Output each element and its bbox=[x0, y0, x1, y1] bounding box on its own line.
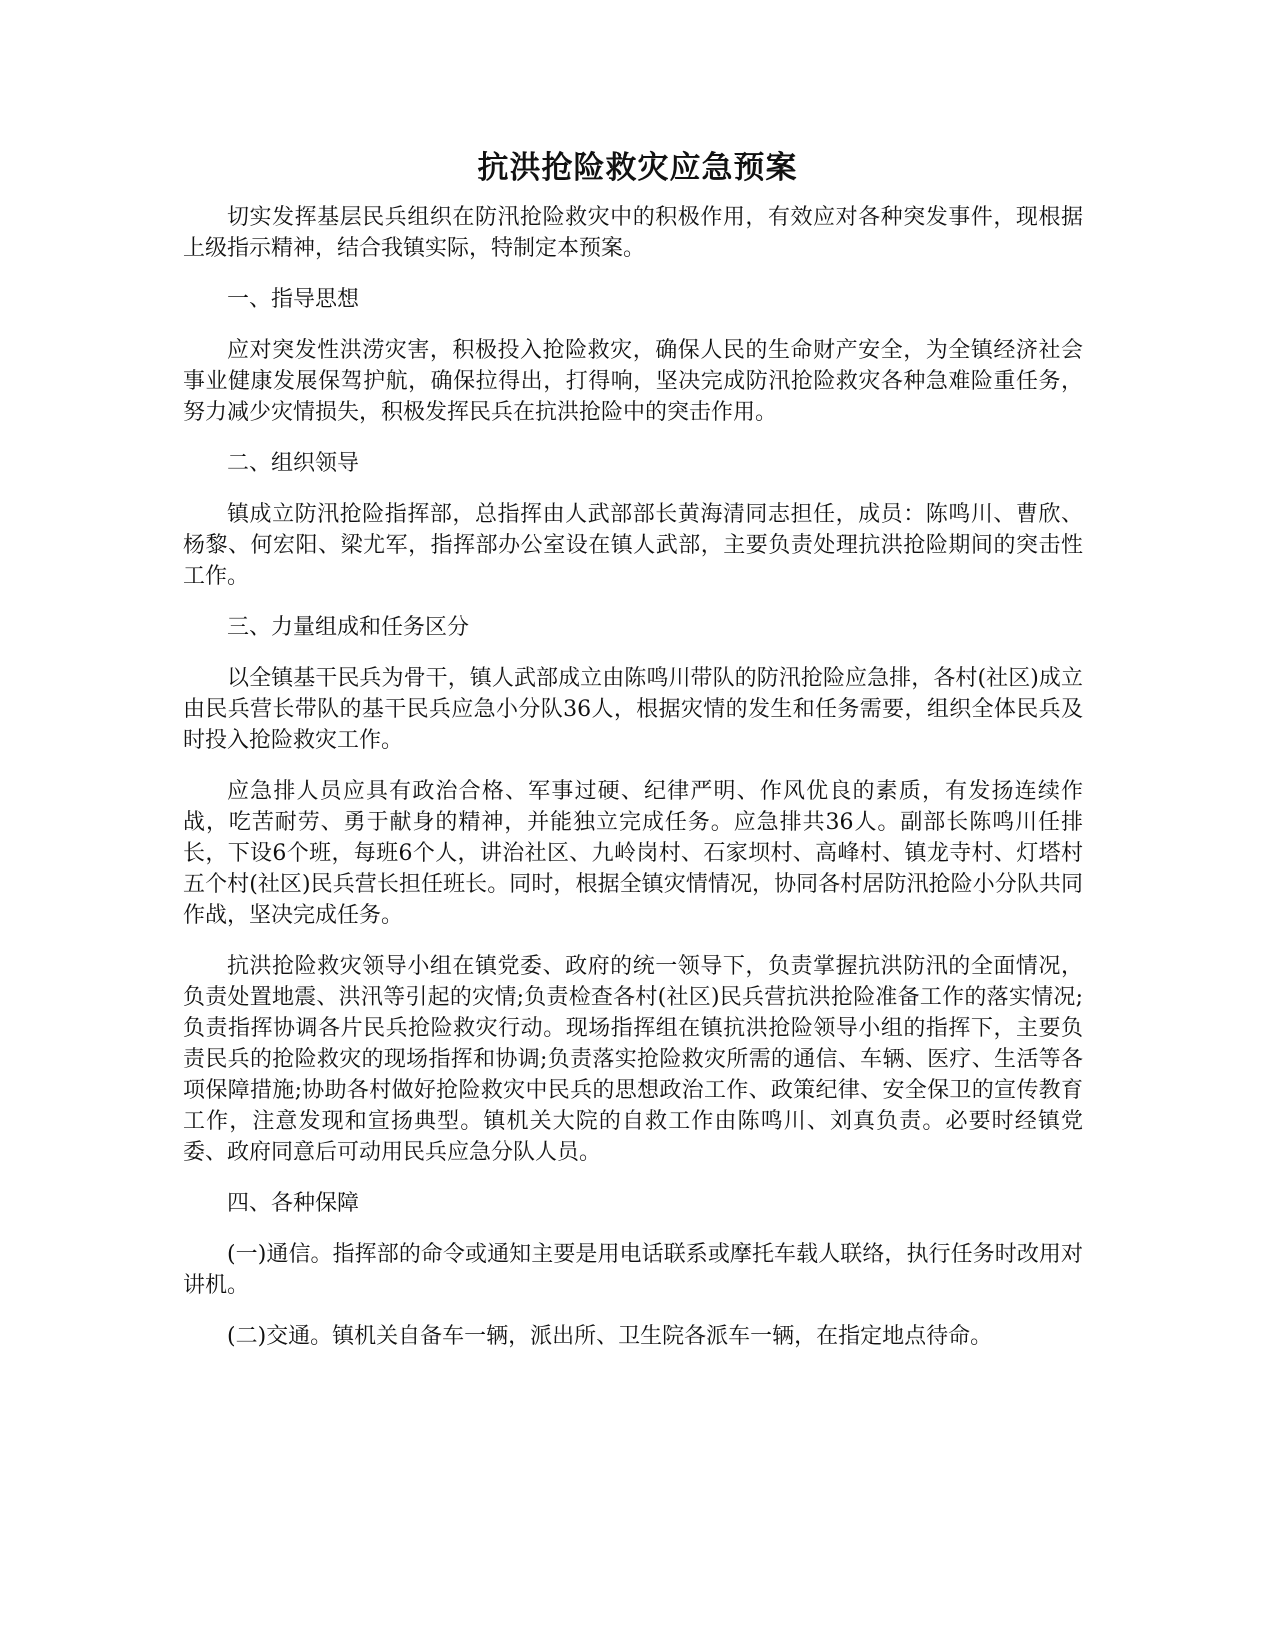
forces-paragraph-3: 抗洪抢险救灾领导小组在镇党委、政府的统一领导下，负责掌握抗洪防汛的全面情况，负责处置地震、洪汛等引起的灾情;负责检查各村(社区)民兵营抗洪抢险准备工作的落实情况;负责指挥协调各片民兵抢险救灾行动。现场指挥组在镇抗洪抢险领导小组的指挥下，主要负责民兵的抢险救灾的现场指挥和协调;负责落实抢险救灾所需的通信、车辆、医疗、生活等各项保障措施;协助各村做好抢险救灾中民兵的思想政治工作、政策纪律、安全保卫的宣传教育工作，注意发现和宣扬典型。镇机关大院的自救工作由陈鸣川、刘真负责。必要时经镇党委、政府同意后可动用民兵应急分队人员。 bbox=[183, 954, 1083, 1165]
forces-paragraph-1: 以全镇基干民兵为骨干，镇人武部成立由陈鸣川带队的防汛抢险应急排，各村(社区)成立由民兵营长带队的基干民兵应急小分队36人，根据灾情的发生和任务需要，组织全体民兵及时投入抢险救灾工作。 bbox=[183, 666, 1083, 753]
intro-paragraph: 切实发挥基层民兵组织在防汛抢险救灾中的积极作用，有效应对各种突发事件，现根据上级指示精神，结合我镇实际，特制定本预案。 bbox=[183, 205, 1083, 261]
forces-paragraph-2: 应急排人员应具有政治合格、军事过硬、纪律严明、作风优良的素质，有发扬连续作战，吃苦耐劳、勇于献身的精神，并能独立完成任务。应急排共36人。副部长陈鸣川任排长，下设6个班，每班6个人，讲治社区、九岭岗村、石家坝村、高峰村、镇龙寺村、灯塔村五个村(社区)民兵营长担任班长。同时，根据全镇灾情情况，协同各村居防汛抢险小分队共同作战，坚决完成任务。 bbox=[183, 779, 1083, 928]
section-heading-organization: 二、组织领导 bbox=[227, 451, 360, 476]
document-body bbox=[183, 202, 1083, 1372]
organization-paragraph: 镇成立防汛抢险指挥部，总指挥由人武部部长黄海清同志担任，成员：陈鸣川、曹欣、杨黎、何宏阳、梁尤军，指挥部办公室设在镇人武部，主要负责处理抗洪抢险期间的突击性工作。 bbox=[183, 502, 1083, 589]
support-communication-paragraph: (一)通信。指挥部的命令或通知主要是用电话联系或摩托车载人联络，执行任务时改用对讲机。 bbox=[183, 1242, 1083, 1298]
guiding-ideology-paragraph: 应对突发性洪涝灾害，积极投入抢险救灾，确保人民的生命财产安全，为全镇经济社会事业健康发展保驾护航，确保拉得出，打得响，坚决完成防汛抢险救灾各种急难险重任务，努力减少灾情损失，积极发挥民兵在抗洪抢险中的突击作用。 bbox=[183, 338, 1083, 425]
section-heading-guiding-ideology: 一、指导思想 bbox=[227, 287, 360, 312]
section-heading-forces-tasks: 三、力量组成和任务区分 bbox=[227, 615, 470, 640]
section-heading-support: 四、各种保障 bbox=[227, 1191, 360, 1216]
support-transport-paragraph: (二)交通。镇机关自备车一辆，派出所、卫生院各派车一辆，在指定地点待命。 bbox=[227, 1324, 993, 1349]
document-title: 抗洪抢险救灾应急预案 bbox=[477, 150, 798, 186]
